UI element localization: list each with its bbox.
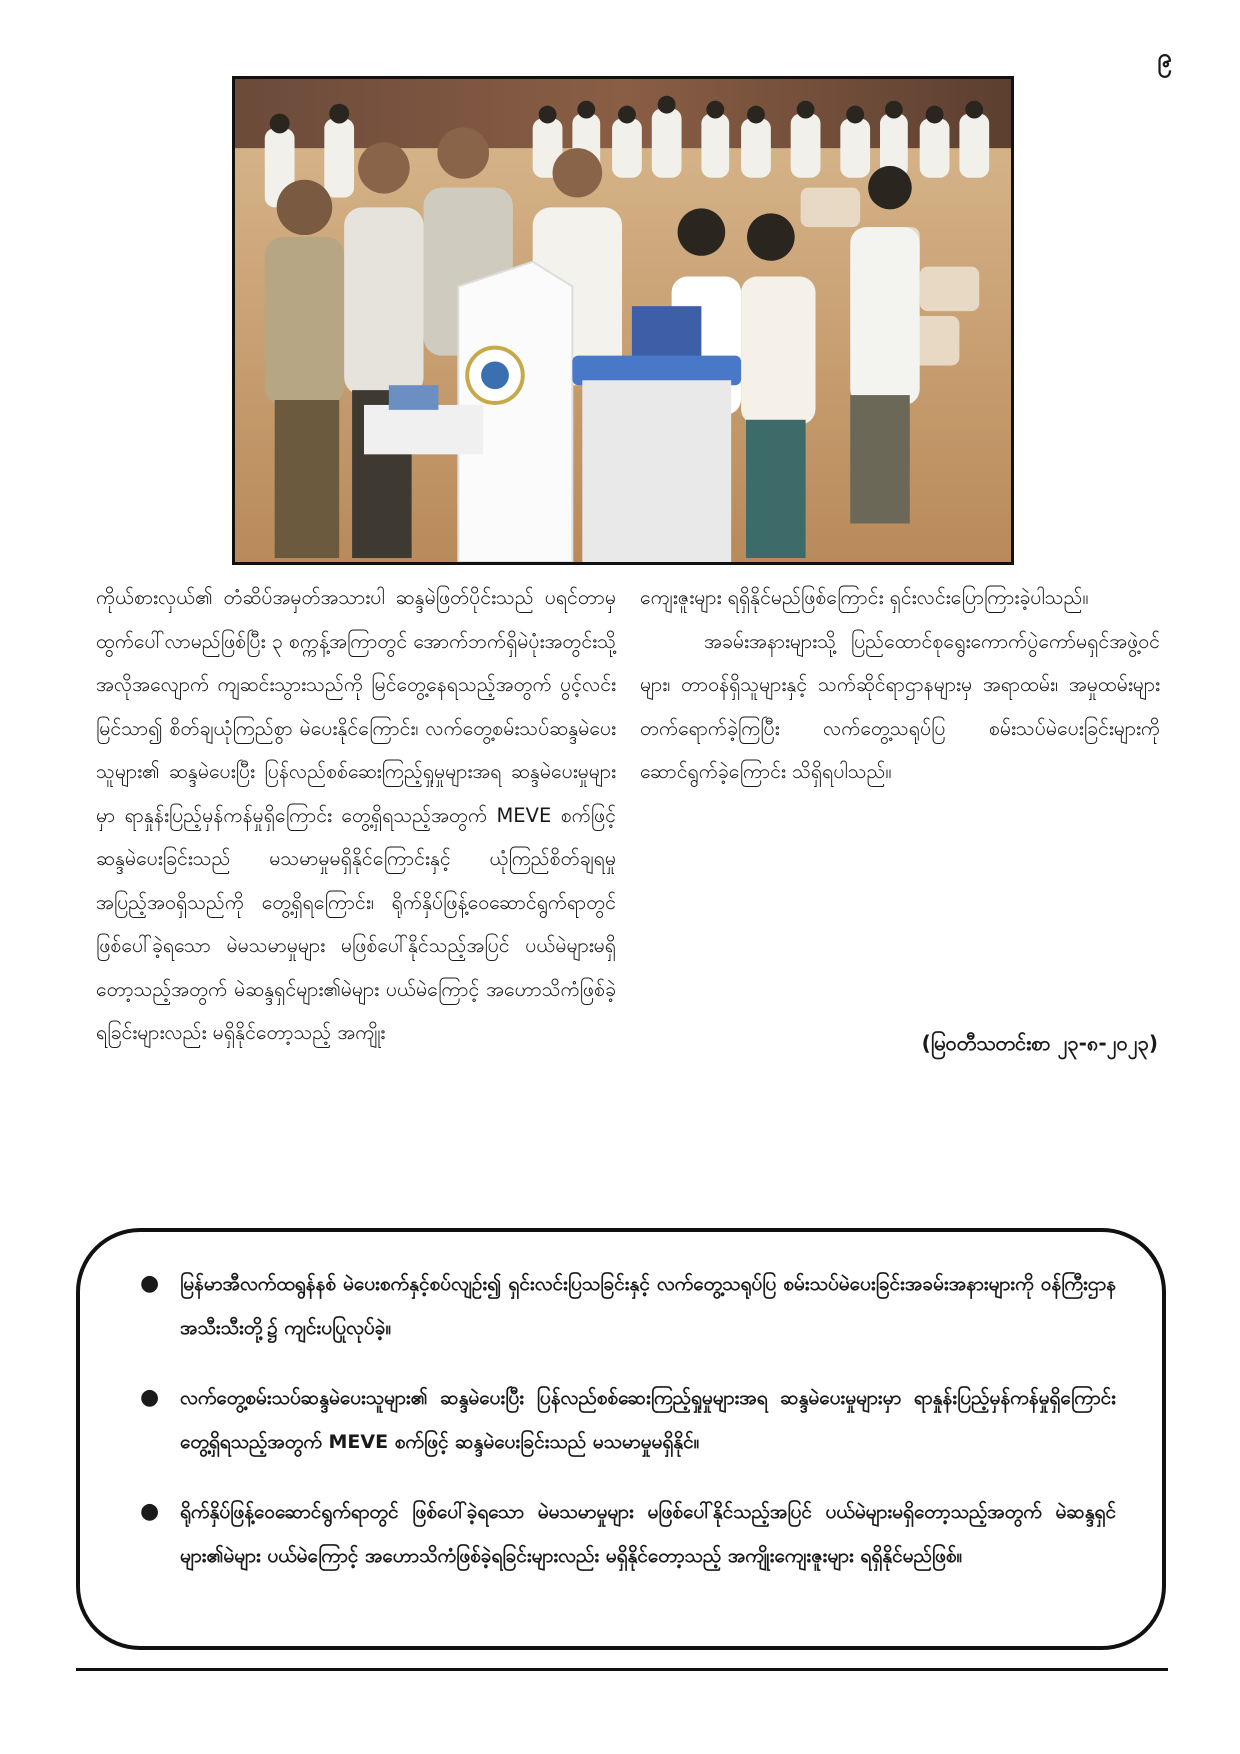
article-dateline: (မြဝတီသတင်းစာ ၂၃-၈-၂၀၂၃) <box>921 1031 1158 1055</box>
footer-divider <box>76 1668 1168 1671</box>
article-right-column <box>640 576 1160 794</box>
summary-item-text: လက်တွေ့စမ်းသပ်ဆန္ဒမဲပေးသူများ၏ ဆန္ဒမဲပေးပြီး ပြန်လည်စစ်ဆေးကြည့်ရှုမှုများအရ ဆန္ဒမဲပေးမှုများမှာ ရာနှုန်းပြည့်မှန်ကန်မှုရှိကြောင်း တွေ့ရှိရသည့်အတွက် MEVE စက်ဖြင့် ဆန္ဒမဲပေးခြင်းသည် မသမာမှုမရှိနိုင်။ <box>180 1387 1116 1453</box>
bullet-icon: ● <box>140 1385 160 1410</box>
article-paragraph: ကျေးဇူးများ ရရှိနိုင်မည်ဖြစ်ကြောင်း ရှင်းလင်းပြောကြားခဲ့ပါသည်။ <box>640 586 1089 609</box>
summary-box <box>76 1228 1166 1650</box>
summary-item-text: ရိုက်နှိပ်ဖြန့်ဝေဆောင်ရွက်ရာတွင် ဖြစ်ပေါ်ခဲ့ရသော မဲမသမာမှုများ မဖြစ်ပေါ်နိုင်သည့်အပြင် ပယ်မဲများမရှိတော့သည့်အတွက် မဲဆန္ဒရှင်များ၏မဲများ ပယ်မဲကြောင့် အဟောသိကံဖြစ်ခဲ့ရခြင်းများလည်း မရှိနိုင်တော့သည့် အကျိုးကျေးဇူးများ ရရှိနိုင်မည်ဖြစ်။ <box>180 1501 1116 1567</box>
summary-item <box>140 1376 1116 1464</box>
page-number: ၉ <box>1157 43 1172 73</box>
summary-item <box>140 1262 1116 1350</box>
bullet-icon: ● <box>140 1499 160 1524</box>
news-photo <box>232 76 1014 565</box>
summary-item-text: မြန်မာအီလက်ထရွန်နစ် မဲပေးစက်နှင့်စပ်လျဉ်း၍ ရှင်းလင်းပြသခြင်းနှင့် လက်တွေ့သရုပ်ပြ စမ်းသပ်မဲပေးခြင်းအခမ်းအနားများကို ဝန်ကြီးဌာနအသီးသီးတို့၌ ကျင်းပပြုလုပ်ခဲ့။ <box>180 1273 1116 1339</box>
summary-list <box>140 1262 1116 1578</box>
summary-item <box>140 1490 1116 1578</box>
bullet-icon: ● <box>140 1271 160 1296</box>
photo-voting-demonstration-icon <box>235 79 1011 562</box>
article-paragraph: အခမ်းအနားများသို့ ပြည်ထောင်စုရွေးကောက်ပွဲကော်မရှင်အဖွဲ့ဝင်များ၊ တာဝန်ရှိသူများနှင့် သက်ဆိုင်ရာဌာနများမှ အရာထမ်း၊ အမှုထမ်းများ တက်ရောက်ခဲ့ကြပြီး လက်တွေ့သရုပ်ပြ စမ်းသပ်မဲပေးခြင်းများကို ဆောင်ရွက်ခဲ့ကြောင်း သိရှိရပါသည်။ <box>640 629 1160 783</box>
article-paragraph: ကိုယ်စားလှယ်၏ တံဆိပ်အမှတ်အသားပါ ဆန္ဒမဲဖြတ်ပိုင်းသည် ပရင်တာမှ ထွက်ပေါ်လာမည်ဖြစ်ပြီး ၃ စက္ကန့်အကြာတွင် အောက်ဘက်ရှိမဲပုံးအတွင်းသို့ အလိုအလျောက် ကျဆင်းသွားသည်ကို မြင်တွေ့နေရသည့်အတွက် ပွင့်လင်းမြင်သာ၍ စိတ်ချယုံကြည်စွာ မဲပေးနိုင်ကြောင်း၊ လက်တွေ့စမ်းသပ်ဆန္ဒမဲပေးသူများ၏ ဆန္ဒမဲပေးပြီး ပြန်လည်စစ်ဆေးကြည့်ရှုမှုများအရ ဆန္ဒမဲပေးမှုများမှာ ရာနှုန်းပြည့်မှန်ကန်မှုရှိကြောင်း တွေ့ရှိရသည့်အတွက် MEVE စက်ဖြင့် ဆန္ဒမဲပေးခြင်းသည် မသမာမှုမရှိနိုင်ကြောင်းနှင့် ယုံကြည်စိတ်ချရမှု အပြည့်အဝရှိသည်ကို တွေ့ရှိရကြောင်း၊ ရိုက်နှိပ်ဖြန့်ဝေဆောင်ရွက်ရာတွင် ဖြစ်ပေါ်ခဲ့ရသော မဲမသမာမှုများ မဖြစ်ပေါ်နိုင်သည့်အပြင် ပယ်မဲများမရှိတော့သည့်အတွက် မဲဆန္ဒရှင်များ၏မဲများ ပယ်မဲကြောင့် အဟောသိကံဖြစ်ခဲ့ရခြင်းများလည်း မရှိနိုင်တော့သည့် အကျိုး <box>96 586 616 1044</box>
article-left-column <box>96 576 616 1055</box>
